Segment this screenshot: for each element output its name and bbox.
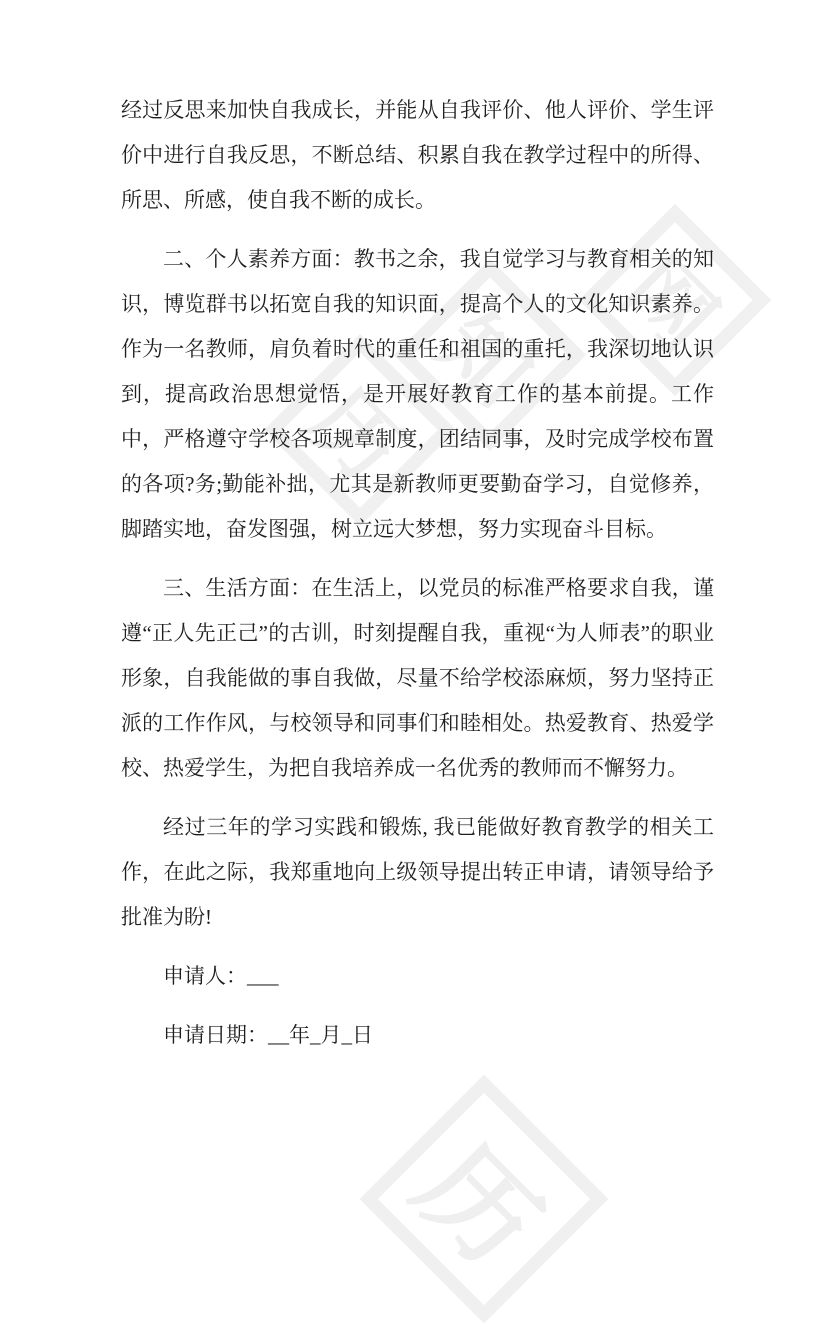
watermark-glyph: 历 [393,1122,561,1290]
paragraph-personal-quality: 二、个人素养方面：教书之余，我自觉学习与教育相关的知识，博览群书以拓宽自我的知识面，提高个人的文化知识素养。作为一名教师，肩负着时代的重任和祖国的重托，我深切地认识到，提高政治思想觉悟，是开展好教育工作的基本前提。工作中，严格遵守学校各项规章制度，团结同事，及时完成学校布置的各项?务;勤能补拙，尤其是新教师更要勤奋学习，自觉修养，脚踏实地，奋发图强，树立远大梦想，努力实现奋斗目标。 [121,247,714,541]
watermark-glyph: 网 [604,241,734,371]
paragraph-reflection: 经过反思来加快自我成长，并能从自我评价、他人评价、学生评价中进行自我反思，不断总结、积累自我在教学过程中的所得、所思、所感，使自我不断的成长。 [121,98,714,212]
document-body [121,88,714,1072]
paragraph-life-aspect: 三、生活方面：在生活上，以党员的标准严格要求自我，谨遵“正人先正己”的古训，时刻提醒自我，重视“为人师表”的职业形象，自我能做的事自我做，尽量不给学校添麻烦，努力坚持正派的工作作风，与校领导和同事们和睦相处。热爱教育、热爱学校、热爱学生，为把自我培养成一名优秀的教师而不懈努力。 [121,576,714,780]
paragraph-closing-request: 经过三年的学习实践和锻炼, 我已能做好教育教学的相关工作，在此之际，我郑重地向上级领导提出转正申请，请领导给予批准为盼! [121,815,714,929]
signature-date-line: 申请日期：__年_月_日 [163,1023,373,1047]
watermark-glyph: 知 [419,296,549,426]
watermark-diamond-icon [360,1075,609,1323]
signature-applicant-line: 申请人：___ [163,964,279,988]
watermark-glyph: 历 [289,371,419,501]
